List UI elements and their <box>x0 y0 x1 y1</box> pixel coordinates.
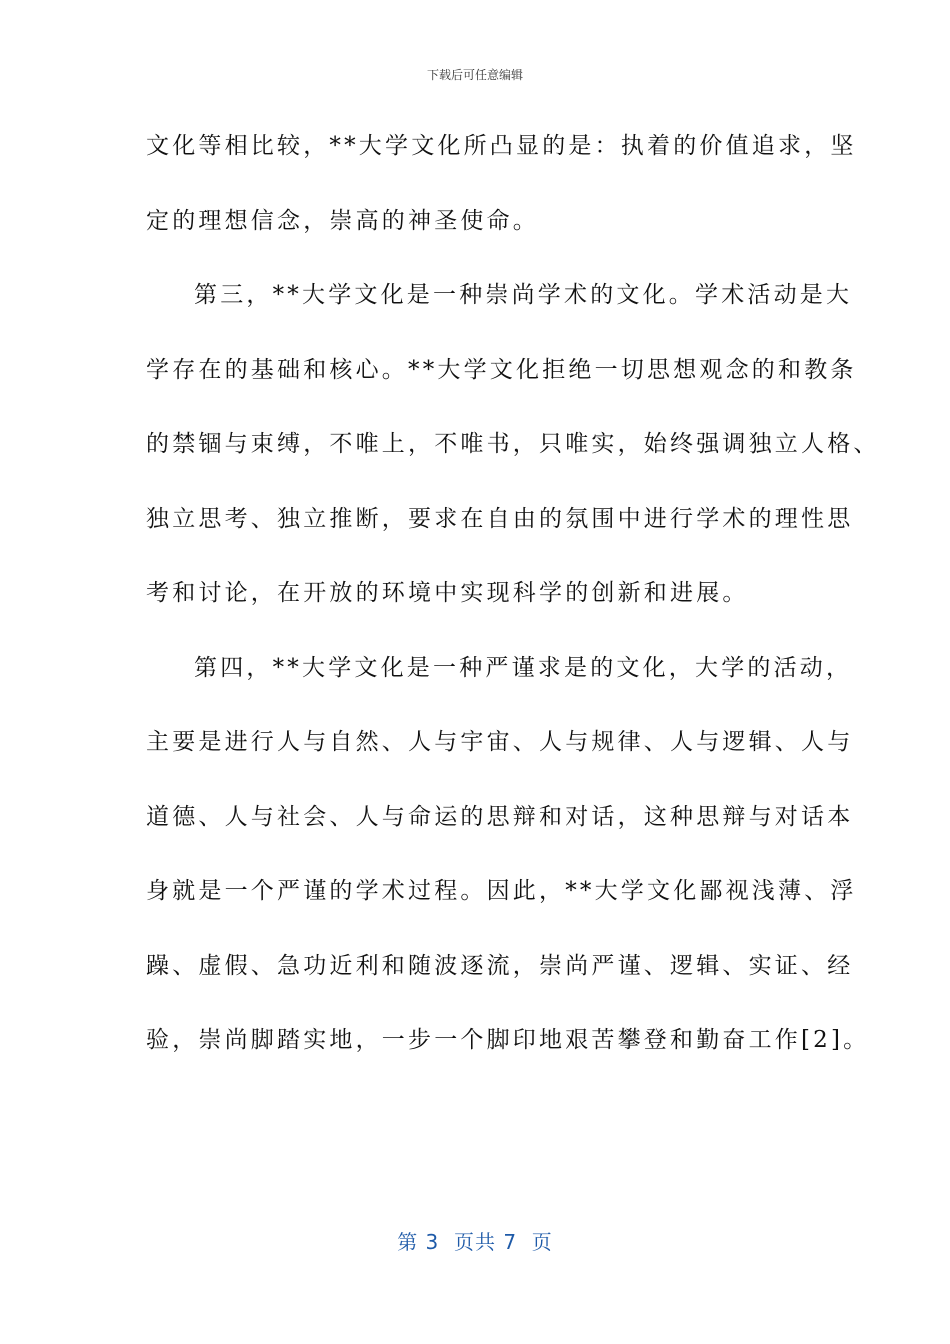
paragraph-start-line: 第四，**大学文化是一种严谨求是的文化，大学的活动， <box>194 654 853 681</box>
text-line: 主要是进行人与自然、人与宇宙、人与规律、人与逻辑、人与 <box>146 729 854 755</box>
page-number-footer: 第 3 页共 7 页 <box>397 1230 553 1254</box>
text-line: 考和讨论，在开放的环境中实现科学的创新和进展。 <box>146 580 749 606</box>
text-line: 独立思考、独立推断，要求在自由的氛围中进行学术的理性思 <box>146 505 854 532</box>
text-line: 文化等相比较，**大学文化所凸显的是：执着的价值追求，坚 <box>146 133 857 159</box>
text-line: 道德、人与社会、人与命运的思辩和对话，这种思辩与对话本 <box>146 803 854 830</box>
text-line: 验，崇尚脚踏实地，一步一个脚印地艰苦攀登和勤奋工作[2]。 <box>146 1027 870 1053</box>
page-header: 下载后可任意编辑 <box>426 68 523 82</box>
document-body <box>146 126 880 1095</box>
text-line: 学存在的基础和核心。**大学文化拒绝一切思想观念的和教条 <box>146 356 857 383</box>
paragraph-start-line: 第三，**大学文化是一种崇尚学术的文化。学术活动是大 <box>194 282 853 308</box>
text-line: 躁、虚假、急功近利和随波逐流，崇尚严谨、逻辑、实证、经 <box>146 952 854 979</box>
text-line: 身就是一个严谨的学术过程。因此，**大学文化鄙视浅薄、浮 <box>146 878 857 904</box>
text-line: 定的理想信念，崇高的神圣使命。 <box>146 207 539 234</box>
text-line: 的禁锢与束缚，不唯上，不唯书，只唯实，始终强调独立人格、 <box>146 431 880 457</box>
